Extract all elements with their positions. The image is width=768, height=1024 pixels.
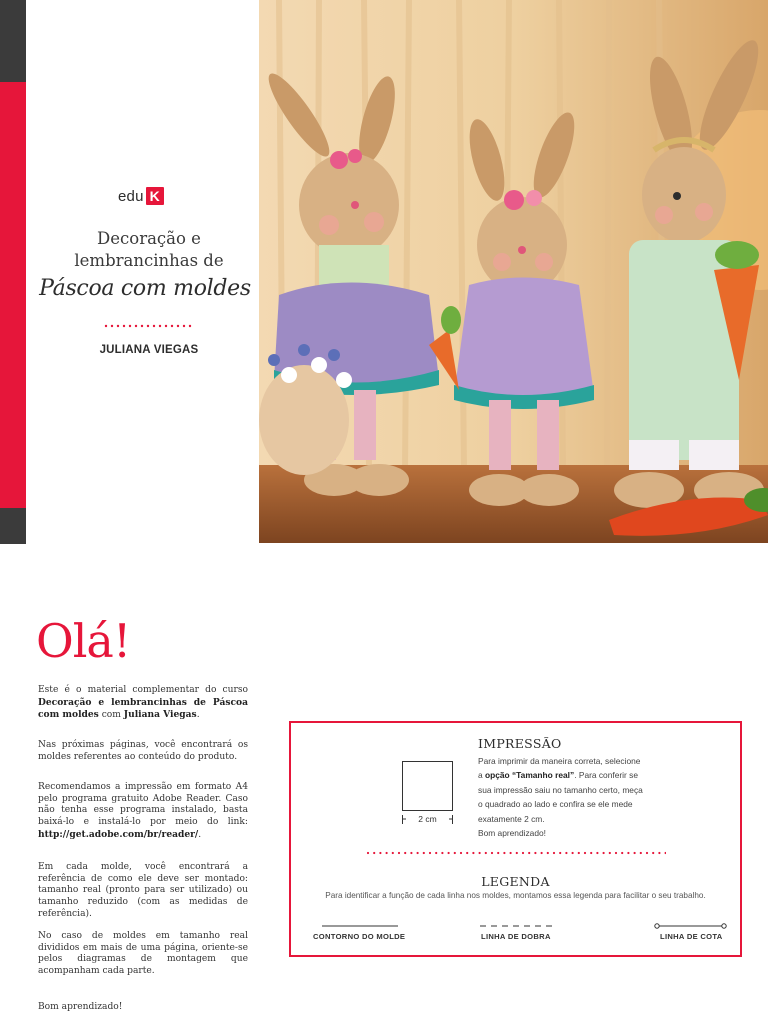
- divider-dot: [627, 852, 629, 854]
- divider-dot: [491, 852, 493, 854]
- edge-stripe-dark-bottom: [0, 508, 26, 544]
- divider-dot: [367, 852, 369, 854]
- divider-dot: [541, 852, 543, 854]
- logo-text: edu: [118, 187, 144, 205]
- intro-text: .: [196, 710, 200, 721]
- divider-dot: [417, 852, 419, 854]
- course-name: Decoração e lembrancinhas de Páscoa com moldes: [38, 696, 248, 721]
- divider-dot: [485, 852, 487, 854]
- divider-dot: [379, 852, 381, 854]
- print-text: Para imprimir da maneira correta, selecione a: [478, 756, 641, 781]
- solid-line-sample: [322, 922, 398, 930]
- legend-title: LEGENDA: [481, 874, 550, 889]
- legend-label-dimension: LINHA DE COTA: [660, 932, 723, 941]
- box-dotted-divider: [366, 849, 666, 857]
- eduk-logo: [118, 187, 164, 205]
- divider-dot: [646, 852, 648, 854]
- square-size-label: 2 cm: [418, 814, 437, 824]
- print-text: . Para conferir se sua impressão saiu no tamanho certo, meça o quadrado ao lado e confira se ele mede exatamente 2 cm.: [478, 770, 643, 824]
- divider-dot: [479, 852, 481, 854]
- divider-dot: [547, 852, 549, 854]
- intro-paragraph-6: Bom aprendizado!: [38, 1002, 123, 1012]
- intro-text: com: [98, 710, 124, 721]
- legend-description: Para identificar a função de cada linha nos moldes, montamos essa legenda para facilitar o seu trabalho.: [325, 891, 706, 900]
- divider-dot: [534, 852, 536, 854]
- divider-dot: [565, 852, 567, 854]
- divider-dot: [460, 852, 462, 854]
- greeting-heading: Olá!: [36, 614, 131, 668]
- divider-dot: [472, 852, 474, 854]
- divider-dot: [658, 852, 660, 854]
- print-title: IMPRESSÃO: [478, 736, 562, 751]
- divider-dot: [404, 852, 406, 854]
- divider-dot: [603, 852, 605, 854]
- divider-dot: [528, 852, 530, 854]
- edge-stripe-dark-top: [0, 0, 26, 82]
- divider-dot: [596, 852, 598, 854]
- divider-dot: [410, 852, 412, 854]
- divider-dot: [652, 852, 654, 854]
- intro-paragraph-3: [38, 782, 248, 842]
- dimension-line-sample: [654, 922, 727, 930]
- intro-paragraph-1: [38, 685, 248, 722]
- legend-label-outline: CONTORNO DO MOLDE: [313, 932, 406, 941]
- course-title-line-1: Decoração e: [97, 229, 201, 248]
- divider-dot: [634, 852, 636, 854]
- dotted-divider: [104, 322, 194, 330]
- divider-dot: [621, 852, 623, 854]
- reference-square: [402, 761, 453, 811]
- adobe-reader-link[interactable]: http://get.adobe.com/br/reader/: [38, 828, 199, 840]
- divider-dot: [578, 852, 580, 854]
- course-subtitle: Páscoa com moldes: [39, 276, 251, 301]
- divider-dot: [423, 852, 425, 854]
- divider-dot: [435, 852, 437, 854]
- course-title-line-2: lembrancinhas de: [74, 251, 224, 270]
- divider-dot: [392, 852, 394, 854]
- easter-bunnies-illustration: [259, 0, 768, 543]
- divider-dot: [640, 852, 642, 854]
- divider-dot: [386, 852, 388, 854]
- divider-dot: [503, 852, 505, 854]
- author-name: JULIANA VIEGAS: [99, 344, 199, 356]
- divider-dot: [553, 852, 555, 854]
- divider-dot: [429, 852, 431, 854]
- cover-photo: [259, 0, 768, 543]
- divider-dot: [497, 852, 499, 854]
- dashed-line-sample: [480, 922, 552, 930]
- divider-dot: [572, 852, 574, 854]
- divider-dot: [665, 852, 667, 854]
- divider-dot: [516, 852, 518, 854]
- print-closing: Bom aprendizado!: [478, 828, 546, 839]
- divider-dot: [584, 852, 586, 854]
- intro-text: .: [198, 829, 202, 840]
- intro-text: Este é o material complementar do curso: [38, 685, 248, 695]
- divider-dot: [373, 852, 375, 854]
- divider-dot: [609, 852, 611, 854]
- divider-dot: [448, 852, 450, 854]
- divider-dot: [590, 852, 592, 854]
- intro-paragraph-5: No caso de moldes em tamanho real divididos em mais de uma página, oriente-se pelos diagramas de montagem que acompanham cada parte.: [38, 931, 248, 977]
- divider-dot: [522, 852, 524, 854]
- divider-dot: [615, 852, 617, 854]
- edge-stripe-red: [0, 82, 26, 508]
- intro-paragraph-4: Em cada molde, você encontrará a referência de como ele deve ser montado: tamanho real (pronto para ser utilizado) ou tamanho reduzido (com as medidas de referência).: [38, 862, 248, 919]
- author-name-inline: Juliana Viegas: [123, 709, 197, 721]
- divider-dot: [466, 852, 468, 854]
- intro-paragraph-2: Nas próximas páginas, você encontrará os moldes referentes ao conteúdo do produto.: [38, 740, 248, 762]
- divider-dot: [559, 852, 561, 854]
- print-instructions: [478, 754, 646, 840]
- course-title: [40, 228, 258, 272]
- logo-mark: K: [146, 187, 164, 205]
- print-option: opção “Tamanho real”: [485, 770, 575, 781]
- divider-dot: [510, 852, 512, 854]
- intro-text: Recomendamos a impressão em formato A4 pelo programa gratuito Adobe Reader. Caso não tenha esse programa instalado, basta baixá-lo e instalá-lo por meio do link:: [38, 782, 248, 828]
- legend-label-fold: LINHA DE DOBRA: [481, 932, 551, 941]
- divider-dot: [454, 852, 456, 854]
- divider-dot: [398, 852, 400, 854]
- divider-dot: [441, 852, 443, 854]
